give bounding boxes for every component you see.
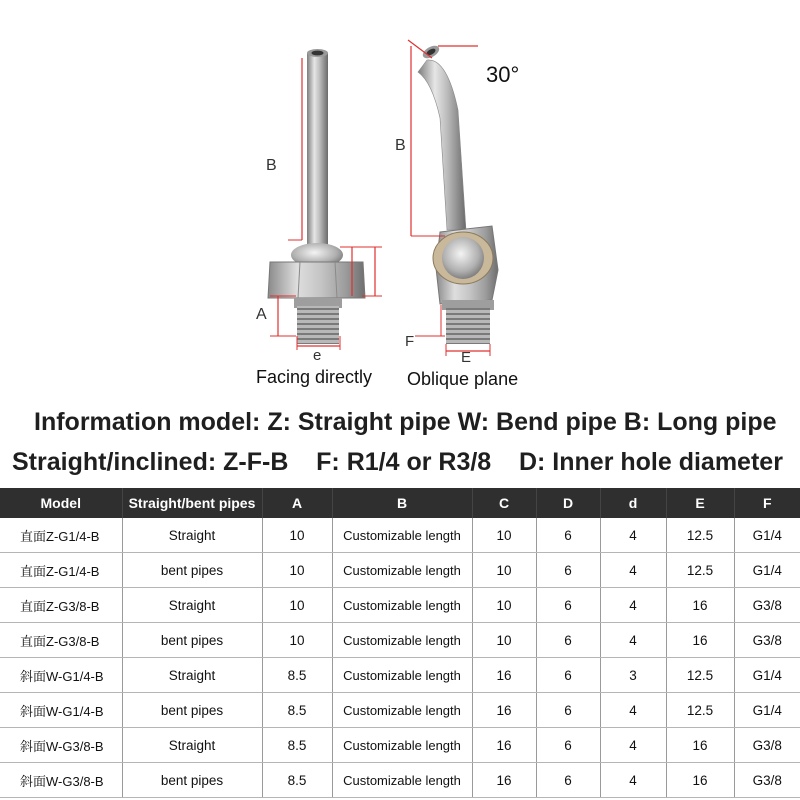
cell-model: 直面Z-G3/8-B	[0, 588, 122, 623]
header-d-lower: d	[600, 488, 666, 518]
cell-e: 12.5	[666, 658, 734, 693]
cell-model: 直面Z-G1/4-B	[0, 518, 122, 553]
cell-e: 12.5	[666, 553, 734, 588]
label-left-b: B	[266, 157, 277, 174]
oblique-nozzle-drawing	[408, 40, 498, 356]
cell-model: 直面Z-G1/4-B	[0, 553, 122, 588]
cell-pipe-type: bent pipes	[122, 763, 262, 798]
cell-a: 10	[262, 588, 332, 623]
cell-b: Customizable length	[332, 658, 472, 693]
cell-d-upper: 6	[536, 763, 600, 798]
cell-pipe-type: Straight	[122, 588, 262, 623]
cell-d-lower: 4	[600, 623, 666, 658]
cell-c: 16	[472, 763, 536, 798]
cell-e: 16	[666, 763, 734, 798]
caption-facing-directly: Facing directly	[256, 367, 373, 387]
cell-f: G1/4	[734, 658, 800, 693]
cell-c: 16	[472, 693, 536, 728]
cell-a: 10	[262, 518, 332, 553]
cell-b: Customizable length	[332, 763, 472, 798]
cell-pipe-type: Straight	[122, 658, 262, 693]
spec-table	[0, 488, 800, 798]
table-row	[0, 728, 800, 763]
header-f: F	[734, 488, 800, 518]
cell-d-upper: 6	[536, 553, 600, 588]
cell-b: Customizable length	[332, 553, 472, 588]
cell-d-lower: 4	[600, 588, 666, 623]
cell-d-upper: 6	[536, 588, 600, 623]
info-straight-inclined-line: Straight/inclined: Z-F-B F: R1/4 or R3/8 D: Inner hole diameter	[12, 448, 783, 476]
cell-model: 斜面W-G1/4-B	[0, 693, 122, 728]
cell-c: 10	[472, 553, 536, 588]
cell-e: 16	[666, 623, 734, 658]
cell-b: Customizable length	[332, 693, 472, 728]
cell-d-upper: 6	[536, 623, 600, 658]
cell-b: Customizable length	[332, 728, 472, 763]
table-row	[0, 763, 800, 798]
table-row	[0, 623, 800, 658]
header-model: Model	[0, 488, 122, 518]
label-left-a: A	[256, 306, 267, 323]
cell-a: 8.5	[262, 658, 332, 693]
cell-d-upper: 6	[536, 728, 600, 763]
cell-d-upper: 6	[536, 693, 600, 728]
cell-f: G1/4	[734, 693, 800, 728]
cell-b: Customizable length	[332, 518, 472, 553]
cell-d-lower: 4	[600, 728, 666, 763]
straight-nozzle-drawing	[268, 49, 382, 350]
cell-f: G1/4	[734, 518, 800, 553]
cell-f: G3/8	[734, 623, 800, 658]
cell-c: 16	[472, 658, 536, 693]
cell-c: 10	[472, 623, 536, 658]
cell-b: Customizable length	[332, 588, 472, 623]
cell-c: 10	[472, 518, 536, 553]
cell-f: G1/4	[734, 553, 800, 588]
info-model-line: Information model: Z: Straight pipe W: Bend pipe B: Long pipe	[34, 408, 777, 436]
cell-e: 12.5	[666, 518, 734, 553]
label-right-e: E	[461, 349, 472, 366]
cell-model: 斜面W-G3/8-B	[0, 763, 122, 798]
table-row	[0, 693, 800, 728]
cell-d-upper: 6	[536, 658, 600, 693]
cell-f: G3/8	[734, 763, 800, 798]
header-a: A	[262, 488, 332, 518]
cell-model: 斜面W-G1/4-B	[0, 658, 122, 693]
cell-a: 8.5	[262, 693, 332, 728]
cell-f: G3/8	[734, 728, 800, 763]
cell-e: 12.5	[666, 693, 734, 728]
cell-d-lower: 4	[600, 763, 666, 798]
cell-pipe-type: bent pipes	[122, 623, 262, 658]
cell-pipe-type: Straight	[122, 518, 262, 553]
table-row	[0, 588, 800, 623]
header-d-upper: D	[536, 488, 600, 518]
cell-model: 斜面W-G3/8-B	[0, 728, 122, 763]
cell-e: 16	[666, 728, 734, 763]
cell-pipe-type: bent pipes	[122, 553, 262, 588]
header-straight-bent: Straight/bent pipes	[122, 488, 262, 518]
cell-pipe-type: bent pipes	[122, 693, 262, 728]
cell-c: 16	[472, 728, 536, 763]
cell-c: 10	[472, 588, 536, 623]
label-right-b: B	[395, 137, 406, 154]
cell-model: 直面Z-G3/8-B	[0, 623, 122, 658]
label-left-e: e	[313, 347, 322, 364]
cell-pipe-type: Straight	[122, 728, 262, 763]
cell-d-lower: 4	[600, 553, 666, 588]
cell-b: Customizable length	[332, 623, 472, 658]
cell-d-lower: 4	[600, 518, 666, 553]
cell-a: 8.5	[262, 728, 332, 763]
cell-d-upper: 6	[536, 518, 600, 553]
cell-a: 10	[262, 553, 332, 588]
angle-label: 30°	[486, 62, 520, 87]
table-header-row	[0, 488, 800, 518]
cell-d-lower: 3	[600, 658, 666, 693]
table-row	[0, 553, 800, 588]
cell-a: 8.5	[262, 763, 332, 798]
label-right-f: F	[405, 333, 415, 350]
table-row	[0, 658, 800, 693]
cell-f: G3/8	[734, 588, 800, 623]
header-e: E	[666, 488, 734, 518]
header-b: B	[332, 488, 472, 518]
table-row	[0, 518, 800, 553]
caption-oblique-plane: Oblique plane	[407, 369, 519, 389]
header-c: C	[472, 488, 536, 518]
cell-a: 10	[262, 623, 332, 658]
cell-d-lower: 4	[600, 693, 666, 728]
cell-e: 16	[666, 588, 734, 623]
